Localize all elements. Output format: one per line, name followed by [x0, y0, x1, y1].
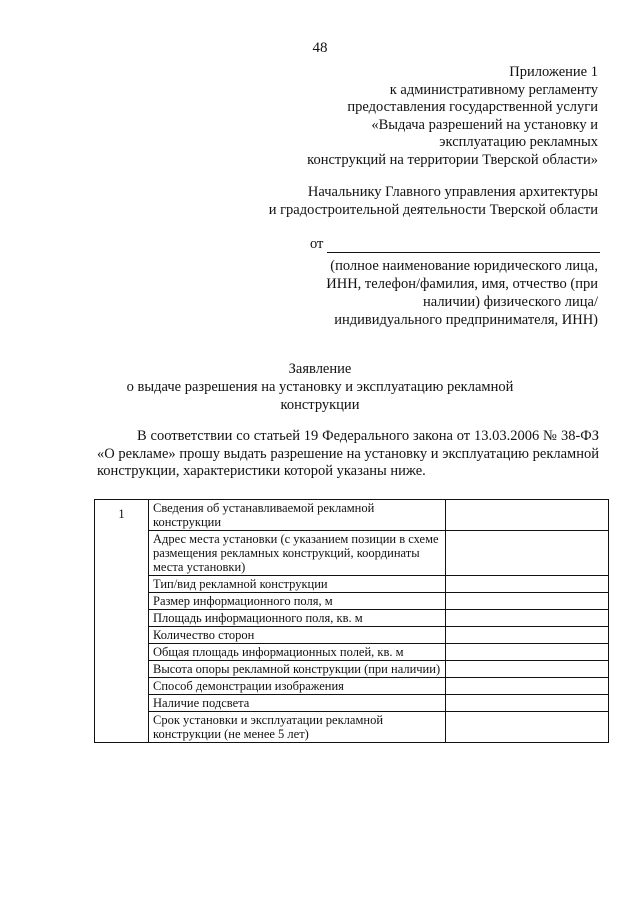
appendix-line: конструкций на территории Тверской области» [307, 151, 598, 168]
body-paragraph: В соответствии со статьей 19 Федерального закона от 13.03.2006 № 38-ФЗ «О рекламе» прошу выдать разрешение на установку и эксплуатацию рекламной конструкции, характеристики которой указаны ниже. [97, 428, 599, 479]
construction-details-table [94, 499, 609, 743]
addressee-block [269, 183, 598, 219]
row-value-cell[interactable] [446, 500, 609, 531]
row-label: Количество сторон [149, 627, 446, 644]
document-title [0, 360, 640, 414]
table-row [95, 627, 609, 644]
appendix-line: эксплуатацию рекламных [439, 134, 598, 150]
appendix-line: Приложение 1 [509, 64, 598, 80]
appendix-line: к административному регламенту [389, 81, 598, 98]
row-value-cell[interactable] [446, 678, 609, 695]
appendix-line: предоставления государственной услуги [347, 99, 598, 115]
from-label: от [310, 236, 324, 252]
row-value-cell[interactable] [446, 644, 609, 661]
title-line: о выдаче разрешения на установку и эксплуатацию рекламной [126, 379, 514, 395]
appendix-line: «Выдача разрешений на установку и [371, 116, 598, 133]
row-value-cell[interactable] [446, 695, 609, 712]
table-row [95, 695, 609, 712]
table-row [95, 531, 609, 576]
appendix-header [307, 64, 598, 169]
row-value-cell[interactable] [446, 593, 609, 610]
table-row [95, 678, 609, 695]
from-underline[interactable] [327, 238, 600, 253]
row-value-cell[interactable] [446, 712, 609, 743]
row-label: Площадь информационного поля, кв. м [149, 610, 446, 627]
row-label: Сведения об устанавливаемой рекламной конструкции [149, 500, 446, 531]
table-row [95, 593, 609, 610]
table-row [95, 712, 609, 743]
from-hint-line: ИНН, телефон/фамилия, имя, отчество (при [326, 276, 598, 292]
row-label: Способ демонстрации изображения [149, 678, 446, 695]
table-row [95, 661, 609, 678]
table-row [95, 500, 609, 531]
row-value-cell[interactable] [446, 576, 609, 593]
row-value-cell[interactable] [446, 531, 609, 576]
from-hint [326, 257, 598, 329]
row-label: Наличие подсвета [149, 695, 446, 712]
table-row [95, 576, 609, 593]
title-line: конструкции [280, 397, 360, 413]
from-hint-line: (полное наименование юридического лица, [330, 258, 598, 274]
table-row [95, 610, 609, 627]
section-number: 1 [95, 500, 149, 743]
row-label: Высота опоры рекламной конструкции (при наличии) [149, 661, 446, 678]
row-label: Общая площадь информационных полей, кв. м [149, 644, 446, 661]
table-row [95, 644, 609, 661]
addressee-line: и градостроительной деятельности Тверской области [268, 202, 598, 218]
row-value-cell[interactable] [446, 610, 609, 627]
row-label: Срок установки и эксплуатации рекламной конструкции (не менее 5 лет) [149, 712, 446, 743]
row-label: Размер информационного поля, м [149, 593, 446, 610]
title-line: Заявление [288, 361, 352, 377]
row-value-cell[interactable] [446, 661, 609, 678]
row-value-cell[interactable] [446, 627, 609, 644]
page-number: 48 [312, 40, 328, 56]
row-label: Адрес места установки (с указанием позиции в схеме размещения рекламных конструкций, координаты места установки) [149, 531, 446, 576]
from-hint-line: наличии) физического лица/ [423, 294, 598, 310]
from-field[interactable] [310, 236, 600, 253]
from-hint-line: индивидуального предпринимателя, ИНН) [334, 312, 598, 328]
addressee-line: Начальнику Главного управления архитектуры [307, 184, 598, 200]
row-label: Тип/вид рекламной конструкции [149, 576, 446, 593]
